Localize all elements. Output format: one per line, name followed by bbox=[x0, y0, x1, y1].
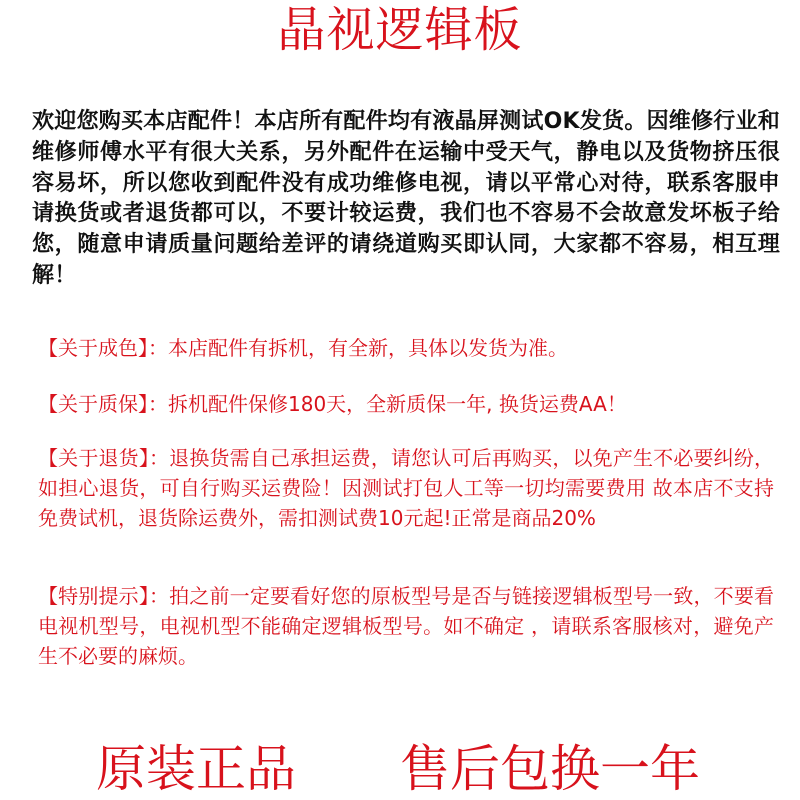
notice-condition bbox=[38, 333, 774, 363]
notice-special-tip-text: 拍之前一定要看好您的原板型号是否与链接逻辑板型号一致，不要看电视机型号，电视机型不能确定逻辑板型号。如不确定 ，请联系客服核对，避免产生不必要的麻烦。 bbox=[38, 584, 775, 668]
page-title: 晶视逻辑板 bbox=[277, 2, 523, 58]
notice-returns bbox=[38, 443, 774, 533]
notice-special-tip bbox=[38, 581, 774, 671]
notice-warranty bbox=[38, 389, 774, 419]
notice-condition-text: 本店配件有拆机，有全新，具体以发货为准。 bbox=[168, 336, 568, 360]
footer-warranty-slogan: 售后包换一年 bbox=[400, 740, 700, 798]
footer-genuine-slogan: 原装正品 bbox=[96, 740, 296, 798]
notice-returns-tag: 【关于退货】： bbox=[38, 446, 170, 470]
notice-special-tip-tag: 【特别提示】： bbox=[38, 584, 170, 608]
intro-paragraph: 欢迎您购买本店配件！本店所有配件均有液晶屏测试OK发货。因维修行业和维修师傅水平有很大关系，另外配件在运输中受天气，静电以及货物挤压很容易坏，所以您收到配件没有成功维修电视，请以平常心对待，联系客服申请换货或者退货都可以，不要计较运费，我们也不容易不会故意发坏板子给您，随意申请质量问题给差评的请绕道购买即认同，大家都不容易，相互理解！ bbox=[32, 109, 780, 288]
notice-warranty-tag: 【关于质保】： bbox=[38, 392, 168, 416]
notice-warranty-text: 拆机配件保修180天，全新质保一年, 换货运费AA！ bbox=[168, 392, 627, 416]
notice-returns-text: 退换货需自己承担运费，请您认可后再购买，以免产生不必要纠纷，如担心退货，可自行购买运费险！因测试打包人工等一切均需要费用 故本店不支持免费试机，退货除运费外，需扣测试费10元起!正常是商品20% bbox=[38, 446, 775, 530]
notice-condition-tag: 【关于成色】： bbox=[38, 336, 168, 360]
